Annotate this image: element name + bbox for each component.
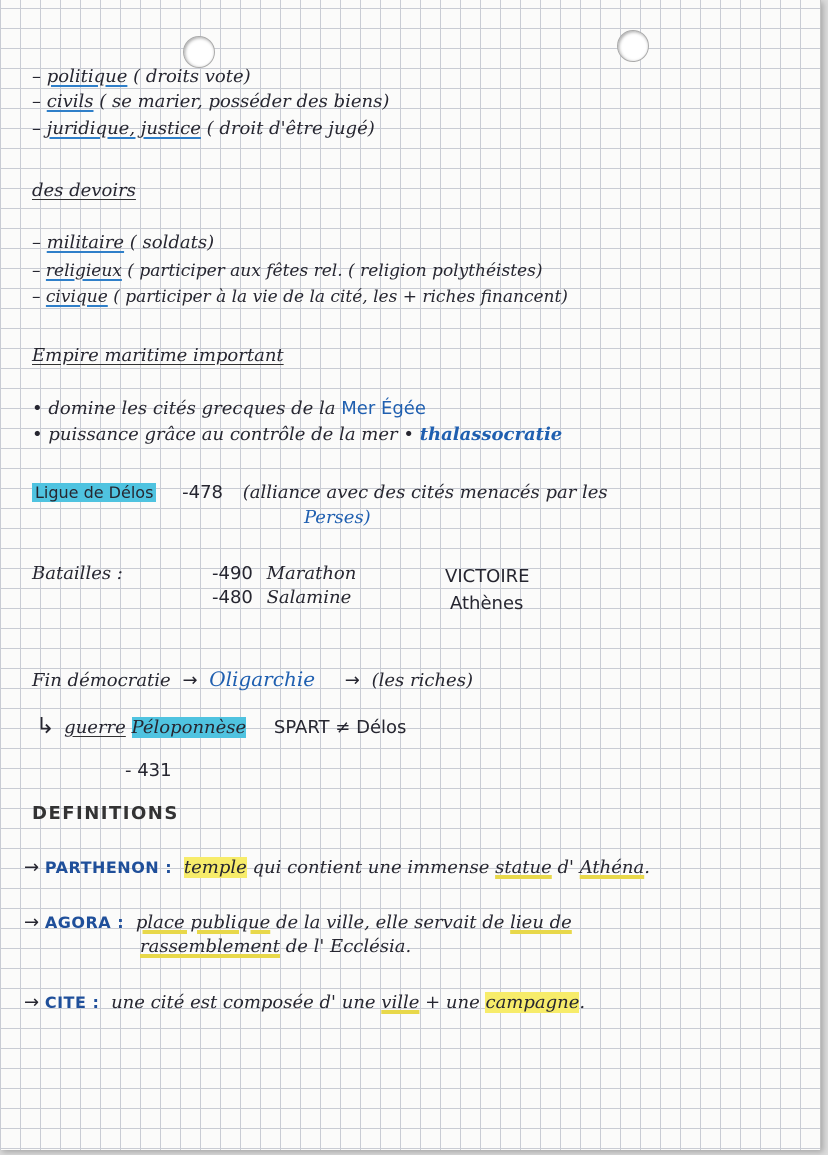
definition-agora-cont (140, 936, 411, 958)
highlight: campagne (485, 992, 580, 1013)
fin-note: (les riches) (371, 670, 473, 691)
highlight: temple (183, 857, 247, 878)
definition-text: une cité est composée d' une (111, 992, 382, 1013)
bullet-icon: • (32, 424, 43, 445)
definition-term: AGORA : (44, 913, 125, 932)
separator-dot: • (403, 424, 414, 445)
war-prefix: guerre (64, 717, 126, 738)
dash: – (32, 232, 41, 253)
battle-result-2 (450, 593, 523, 615)
highlight: Athéna (579, 857, 645, 878)
rights-detail: ( se marier, posséder des biens) (93, 91, 390, 112)
definition-text: de la ville, elle servait de (270, 912, 511, 933)
battle-row-1 (212, 563, 356, 585)
definition-text: . (579, 992, 586, 1013)
battle-winner: Athènes (450, 593, 524, 614)
empire-bullet-1 (32, 398, 426, 420)
ligue-description: (alliance avec des cités menacés par les (242, 482, 608, 503)
batailles-label-text: Batailles : (32, 563, 123, 584)
ligue-perses: Perses) (304, 507, 371, 528)
definitions-title (32, 803, 179, 825)
dash: – (32, 66, 41, 87)
dash: – (32, 118, 41, 139)
fin-text: Fin démocratie (32, 670, 171, 691)
definition-agora (24, 912, 572, 934)
war-year-text: - 431 (125, 760, 172, 781)
definition-text: d' (551, 857, 580, 878)
corner-arrow-icon: ↳ (36, 714, 55, 739)
fin-line (32, 668, 473, 692)
empire-title-text: Empire maritime important (32, 345, 284, 366)
battle-place: Salamine (266, 587, 352, 608)
duties-line-2 (32, 260, 542, 282)
dash: – (32, 91, 41, 112)
highlight: rassemblement (140, 936, 281, 957)
definition-term: PARTHENON : (44, 858, 173, 877)
ligue-line-2 (304, 507, 371, 529)
rights-line-2 (32, 91, 389, 113)
duties-detail: ( soldats) (124, 232, 215, 253)
ligue-year: -478 (182, 482, 223, 503)
punch-hole-left (183, 36, 215, 68)
arrow-right-icon: → (344, 670, 360, 691)
empire-bullet-text: domine les cités grecques de la (48, 398, 342, 419)
rights-detail: ( droits vote) (127, 66, 251, 87)
battle-year: -480 (212, 587, 253, 608)
definition-text: qui contient une immense (246, 857, 496, 878)
war-line (36, 716, 406, 739)
duties-term: religieux (45, 261, 122, 281)
thalassocratie-term: thalassocratie (419, 424, 563, 445)
battle-result: VICTOIRE (445, 566, 530, 587)
ligue-line-1 (32, 482, 608, 504)
arrow-right-icon: → (182, 670, 198, 691)
war-opponents: SPART ≠ Délos (273, 717, 407, 738)
definition-term: CITE : (44, 993, 100, 1012)
definition-parthenon (24, 857, 650, 879)
battle-place: Marathon (266, 563, 357, 584)
definition-cite (24, 992, 585, 1014)
arrow-right-icon: → (24, 857, 40, 878)
oligarchie-term: Oligarchie (209, 667, 316, 691)
definition-text: + une (419, 992, 486, 1013)
rights-term: civils (46, 91, 94, 112)
rights-line-3 (32, 118, 375, 140)
batailles-label (32, 563, 123, 585)
rights-term: politique (46, 66, 128, 87)
definition-text: de l' Ecclésia. (280, 936, 412, 957)
war-name: Péloponnèse (131, 717, 247, 738)
rights-line-1 (32, 66, 251, 88)
duties-title (32, 180, 136, 202)
dash: – (32, 287, 41, 307)
punch-hole-right (617, 30, 649, 62)
arrow-right-icon: → (24, 992, 40, 1013)
battle-row-2 (212, 587, 351, 609)
rights-detail: ( droit d'être jugé) (200, 118, 375, 139)
highlight: place publique (135, 912, 271, 933)
battle-year: -490 (212, 563, 253, 584)
empire-bullet-text: puissance grâce au contrôle de la mer (48, 424, 398, 445)
battle-result-1 (445, 566, 530, 588)
duties-line-3 (32, 286, 568, 308)
empire-bullet-2 (32, 424, 562, 446)
duties-term: civique (45, 287, 108, 307)
duties-title-text: des devoirs (32, 180, 136, 201)
war-year (125, 760, 172, 782)
definitions-title-text: DEFINITIONS (32, 803, 179, 824)
definition-text: . (644, 857, 650, 878)
bullet-icon: • (32, 398, 43, 419)
rights-term: juridique, justice (46, 118, 201, 139)
highlight: statue (495, 857, 552, 878)
empire-title (32, 345, 284, 367)
arrow-right-icon: → (24, 912, 40, 933)
duties-line-1 (32, 232, 214, 254)
highlight: lieu de (510, 912, 572, 933)
duties-detail: ( participer à la vie de la cité, les + riches financent) (107, 287, 568, 307)
empire-place: Mer Égée (341, 398, 426, 419)
ligue-name: Ligue de Délos (32, 483, 156, 502)
highlight: ville (381, 992, 420, 1013)
duties-detail: ( participer aux fêtes rel. ( religion polythéistes) (121, 261, 543, 281)
duties-term: militaire (46, 232, 125, 253)
dash: – (32, 261, 41, 281)
